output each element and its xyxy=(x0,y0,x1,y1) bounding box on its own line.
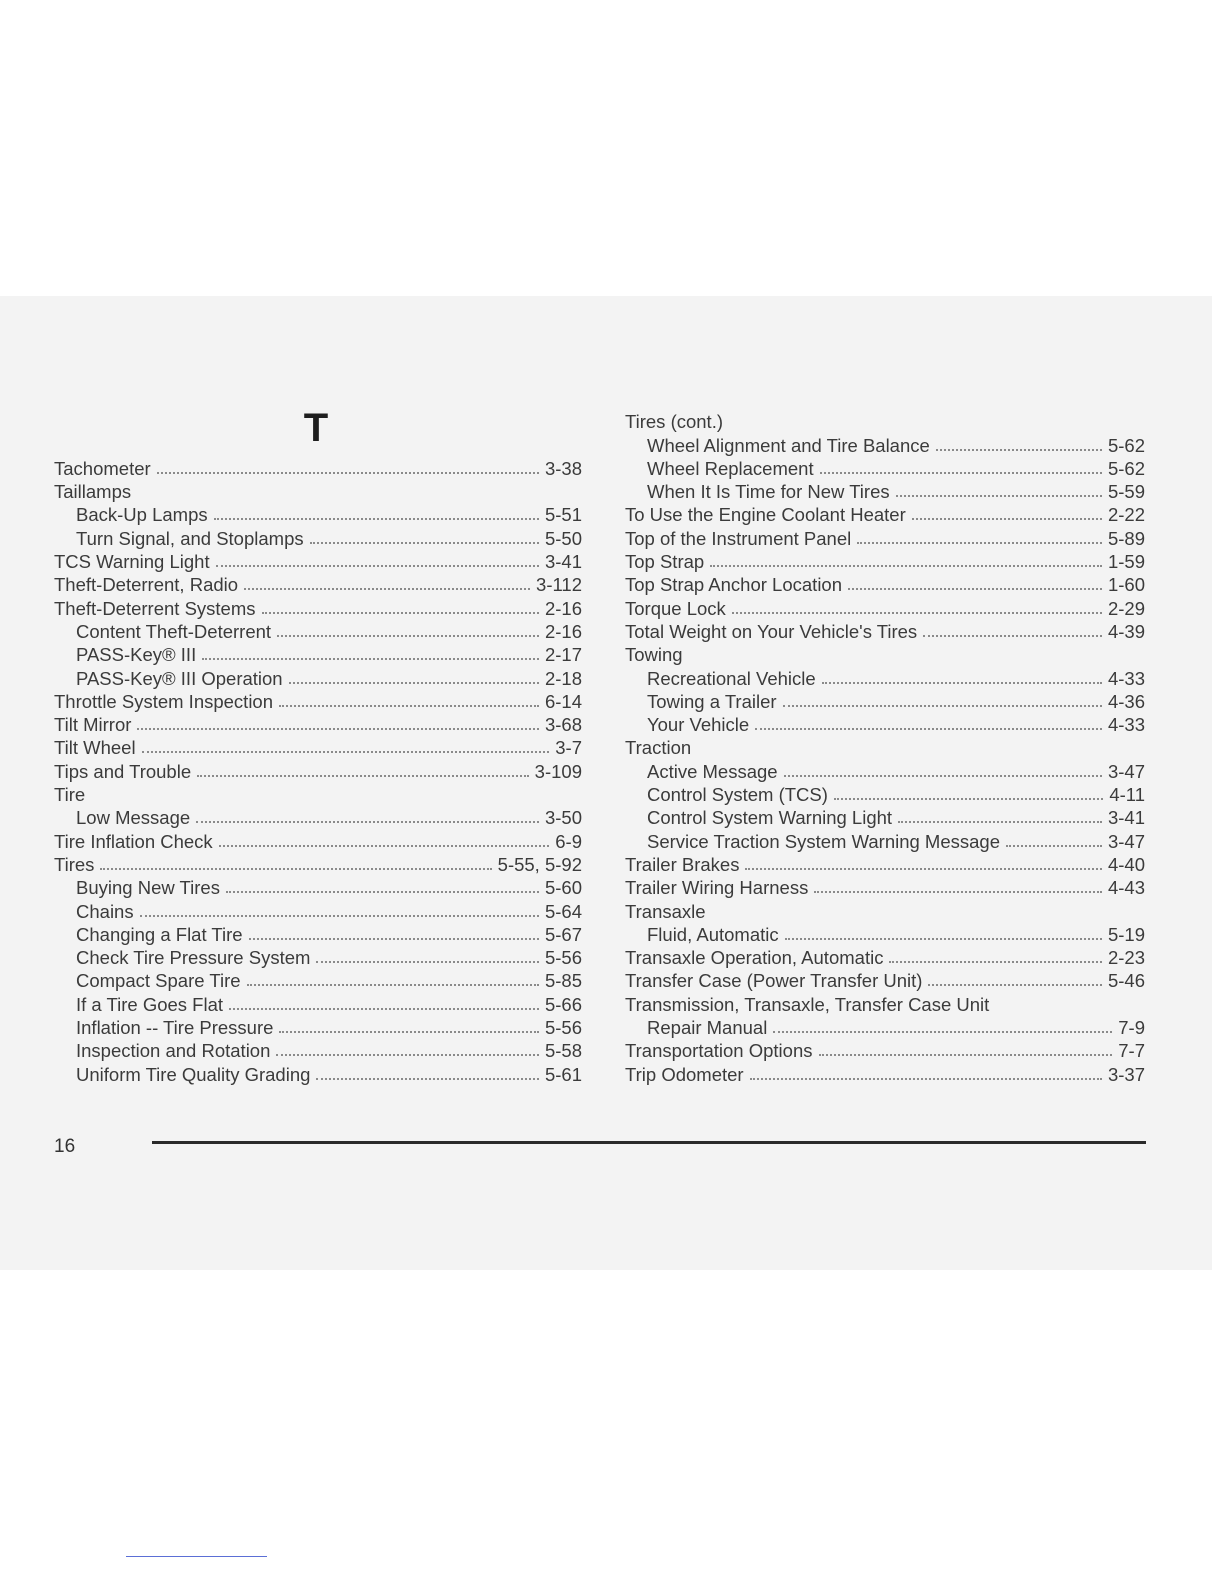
index-entry-page: 3-41 xyxy=(1107,807,1145,829)
index-entry-label: Buying New Tires xyxy=(76,877,220,899)
dot-leader xyxy=(279,1030,539,1033)
dot-leader xyxy=(857,541,1102,544)
dot-leader xyxy=(229,1007,539,1010)
dot-leader xyxy=(912,517,1102,520)
index-entry-page: 2-29 xyxy=(1107,597,1145,619)
dot-leader xyxy=(896,494,1102,497)
index-entry-page: 3-47 xyxy=(1107,760,1145,782)
index-entry xyxy=(625,666,1145,689)
index-entry-page: 5-62 xyxy=(1107,457,1145,479)
index-entry-page: 4-11 xyxy=(1109,784,1145,806)
index-entry xyxy=(54,923,582,946)
index-entry xyxy=(54,480,582,503)
index-entry xyxy=(54,457,582,480)
index-entry-page: 5-56 xyxy=(544,947,582,969)
index-entry-label: Active Message xyxy=(647,760,778,782)
index-entry xyxy=(625,480,1145,503)
index-entry-label: Towing a Trailer xyxy=(647,690,777,712)
dot-leader xyxy=(137,727,539,730)
dot-leader xyxy=(773,1030,1112,1033)
page-number: 16 xyxy=(54,1136,76,1157)
index-entry-page: 2-23 xyxy=(1107,947,1145,969)
index-entry xyxy=(54,853,582,876)
index-entry-label: Wheel Alignment and Tire Balance xyxy=(647,434,930,456)
index-entry-label: Transaxle xyxy=(625,900,706,922)
index-entry-label: Transportation Options xyxy=(625,1040,813,1062)
dot-leader xyxy=(1006,844,1102,847)
dot-leader xyxy=(279,704,539,707)
index-entry-label: Taillamps xyxy=(54,481,132,503)
dot-leader xyxy=(936,448,1102,451)
index-entry-label: Control System (TCS) xyxy=(647,784,828,806)
index-entry-page: 2-16 xyxy=(544,620,582,642)
index-entry xyxy=(625,410,1145,433)
index-entry-label: Towing xyxy=(625,644,683,666)
index-entry-page: 5-66 xyxy=(544,993,582,1015)
dot-leader xyxy=(276,1053,539,1056)
column-spacer xyxy=(54,410,582,457)
index-entry xyxy=(625,899,1145,922)
index-entry xyxy=(625,573,1145,596)
index-entry xyxy=(54,876,582,899)
dot-leader xyxy=(923,634,1102,637)
dot-leader xyxy=(819,1053,1113,1056)
dot-leader xyxy=(848,587,1102,590)
dot-leader xyxy=(755,727,1102,730)
index-entry-label: Tires xyxy=(54,853,95,875)
index-entry-label: Back-Up Lamps xyxy=(76,504,208,526)
dot-leader xyxy=(262,611,539,614)
index-entry xyxy=(625,526,1145,549)
index-entry-label: To Use the Engine Coolant Heater xyxy=(625,504,906,526)
index-entry-page: 5-85 xyxy=(544,970,582,992)
index-entry-page: 5-64 xyxy=(544,900,582,922)
dot-leader xyxy=(202,657,539,660)
index-entry-label: Torque Lock xyxy=(625,597,726,619)
index-entry xyxy=(625,759,1145,782)
index-entry xyxy=(625,1016,1145,1039)
index-entry-page: 3-68 xyxy=(544,714,582,736)
index-entry xyxy=(625,736,1145,759)
index-entry-label: Tips and Trouble xyxy=(54,760,192,782)
dot-leader xyxy=(277,634,539,637)
index-entry-page: 7-7 xyxy=(1118,1040,1145,1062)
dot-leader xyxy=(784,774,1102,777)
dot-leader xyxy=(316,1077,539,1080)
index-entry-label: Throttle System Inspection xyxy=(54,690,274,712)
index-entry-page: 4-33 xyxy=(1107,714,1145,736)
index-entry-label: Trailer Wiring Harness xyxy=(625,877,809,899)
index-entry xyxy=(54,992,582,1015)
index-entry-page: 1-59 xyxy=(1107,551,1145,573)
dot-leader xyxy=(820,471,1102,474)
index-entry xyxy=(54,806,582,829)
dot-leader xyxy=(316,960,539,963)
dot-leader xyxy=(834,797,1103,800)
index-entry xyxy=(625,783,1145,806)
index-entry-label: Tires (cont.) xyxy=(625,411,723,433)
dot-leader xyxy=(289,681,539,684)
index-entry-label: Total Weight on Your Vehicle's Tires xyxy=(625,620,918,642)
dot-leader xyxy=(732,611,1102,614)
index-entry xyxy=(625,503,1145,526)
index-entry xyxy=(625,829,1145,852)
dot-leader xyxy=(140,914,539,917)
index-entry-page: 3-41 xyxy=(544,551,582,573)
index-entry-page: 3-38 xyxy=(544,457,582,479)
index-entry-page: 5-56 xyxy=(544,1017,582,1039)
index-entry xyxy=(625,620,1145,643)
index-entry-page: 3-47 xyxy=(1107,830,1145,852)
index-entry-page: 4-39 xyxy=(1107,620,1145,642)
dot-leader xyxy=(157,471,539,474)
dot-leader xyxy=(226,890,539,893)
index-entry xyxy=(54,759,582,782)
index-entry-page: 4-40 xyxy=(1107,853,1145,875)
index-entry xyxy=(625,923,1145,946)
dot-leader xyxy=(898,820,1102,823)
dot-leader xyxy=(219,844,550,847)
index-entry xyxy=(54,620,582,643)
index-entry xyxy=(625,550,1145,573)
index-entry-page: 2-16 xyxy=(544,597,582,619)
index-entry xyxy=(625,643,1145,666)
index-entry xyxy=(54,713,582,736)
index-entry-page: 5-46 xyxy=(1107,970,1145,992)
index-entry-label: Compact Spare Tire xyxy=(76,970,241,992)
index-entry xyxy=(625,806,1145,829)
index-entry xyxy=(54,829,582,852)
index-entry xyxy=(54,946,582,969)
index-entry-page: 5-58 xyxy=(544,1040,582,1062)
index-entry-label: Repair Manual xyxy=(647,1017,768,1039)
dot-leader xyxy=(142,750,550,753)
index-entry-label: Top of the Instrument Panel xyxy=(625,527,852,549)
index-entry-page: 4-33 xyxy=(1107,667,1145,689)
index-entry-page: 5-62 xyxy=(1107,434,1145,456)
dot-leader xyxy=(750,1077,1102,1080)
index-entry xyxy=(54,550,582,573)
dot-leader xyxy=(745,867,1102,870)
index-entry xyxy=(625,713,1145,736)
index-entry-page: 7-9 xyxy=(1118,1017,1145,1039)
index-entry xyxy=(625,969,1145,992)
index-entry-label: Traction xyxy=(625,737,692,759)
index-entry-page: 6-9 xyxy=(555,830,582,852)
dot-leader xyxy=(822,681,1102,684)
index-entry-label: If a Tire Goes Flat xyxy=(76,993,224,1015)
index-entry-page: 3-7 xyxy=(555,737,582,759)
index-entry-page: 3-37 xyxy=(1107,1063,1145,1085)
index-entry xyxy=(54,969,582,992)
dot-leader xyxy=(785,937,1102,940)
index-entry-label: Check Tire Pressure System xyxy=(76,947,311,969)
index-entry xyxy=(54,1039,582,1062)
link-underline xyxy=(126,1556,267,1557)
index-entry xyxy=(625,1039,1145,1062)
index-column-right xyxy=(625,410,1145,1086)
index-entry-label: Inspection and Rotation xyxy=(76,1040,271,1062)
dot-leader xyxy=(247,983,539,986)
index-entry xyxy=(625,690,1145,713)
dot-leader xyxy=(814,890,1102,893)
index-entry-label: Changing a Flat Tire xyxy=(76,923,243,945)
index-entry xyxy=(625,457,1145,480)
index-entry-label: Trip Odometer xyxy=(625,1063,744,1085)
index-entry-page: 1-60 xyxy=(1107,574,1145,596)
index-entry-label: PASS-Key® III Operation xyxy=(76,667,283,689)
index-entry-label: Fluid, Automatic xyxy=(647,923,779,945)
dot-leader xyxy=(196,820,539,823)
dot-leader xyxy=(244,587,530,590)
index-entry-page: 5-19 xyxy=(1107,923,1145,945)
index-column-left xyxy=(54,410,582,1086)
index-entry xyxy=(54,573,582,596)
index-entry xyxy=(54,783,582,806)
index-entry-page: 2-18 xyxy=(544,667,582,689)
index-entry-page: 6-14 xyxy=(544,690,582,712)
index-entry-label: Chains xyxy=(76,900,134,922)
index-entry xyxy=(54,503,582,526)
index-entry-label: Service Traction System Warning Message xyxy=(647,830,1000,852)
index-entry-page: 5-89 xyxy=(1107,527,1145,549)
index-entry-page: 2-17 xyxy=(544,644,582,666)
index-entry-label: Trailer Brakes xyxy=(625,853,740,875)
index-entry-label: Theft-Deterrent, Radio xyxy=(54,574,239,596)
index-entry-label: Theft-Deterrent Systems xyxy=(54,597,256,619)
dot-leader xyxy=(310,541,539,544)
index-entry-label: Tilt Wheel xyxy=(54,737,136,759)
index-entry-label: PASS-Key® III xyxy=(76,644,197,666)
index-entry xyxy=(625,946,1145,969)
index-entry xyxy=(54,1062,582,1085)
index-entry xyxy=(54,643,582,666)
index-entry-page: 5-61 xyxy=(544,1063,582,1085)
index-entry xyxy=(54,596,582,619)
index-entry-label: Recreational Vehicle xyxy=(647,667,816,689)
section-letter: T xyxy=(303,406,329,450)
index-entry xyxy=(54,690,582,713)
index-entry-page: 3-112 xyxy=(536,574,582,596)
index-entry-label: Inflation -- Tire Pressure xyxy=(76,1017,274,1039)
footer-rule xyxy=(152,1141,1146,1144)
index-entry xyxy=(54,736,582,759)
dot-leader xyxy=(249,937,539,940)
dot-leader xyxy=(214,517,539,520)
index-entry-page: 3-109 xyxy=(534,760,582,782)
index-entry-label: Tachometer xyxy=(54,457,151,479)
dot-leader xyxy=(710,564,1102,567)
dot-leader xyxy=(889,960,1102,963)
index-entry xyxy=(625,992,1145,1015)
index-entry-label: Tire xyxy=(54,784,86,806)
dot-leader xyxy=(783,704,1102,707)
index-entry-page: 5-50 xyxy=(544,527,582,549)
index-entry xyxy=(625,596,1145,619)
index-entry xyxy=(54,899,582,922)
index-entry-label: Transfer Case (Power Transfer Unit) xyxy=(625,970,923,992)
index-entry-page: 5-51 xyxy=(544,504,582,526)
index-entry-page: 5-67 xyxy=(544,923,582,945)
index-entry-label: TCS Warning Light xyxy=(54,551,210,573)
dot-leader xyxy=(197,774,529,777)
dot-leader xyxy=(216,564,539,567)
index-entry xyxy=(625,876,1145,899)
index-entry-label: Tire Inflation Check xyxy=(54,830,213,852)
index-entry-page: 4-43 xyxy=(1107,877,1145,899)
index-entry-label: Uniform Tire Quality Grading xyxy=(76,1063,311,1085)
index-entry-label: Top Strap Anchor Location xyxy=(625,574,843,596)
index-entry-page: 3-50 xyxy=(544,807,582,829)
index-entry-label: Low Message xyxy=(76,807,191,829)
index-entry-page: 5-55, 5-92 xyxy=(497,853,582,875)
index-entry-label: When It Is Time for New Tires xyxy=(647,481,890,503)
index-entry-page: 5-60 xyxy=(544,877,582,899)
index-entry-label: Transaxle Operation, Automatic xyxy=(625,947,884,969)
index-entry-label: Control System Warning Light xyxy=(647,807,893,829)
index-entry-label: Tilt Mirror xyxy=(54,714,132,736)
index-entry-label: Content Theft-Deterrent xyxy=(76,620,272,642)
index-entry xyxy=(54,1016,582,1039)
index-entry-label: Wheel Replacement xyxy=(647,457,814,479)
index-entry-page: 2-22 xyxy=(1107,504,1145,526)
index-entry xyxy=(54,666,582,689)
index-entry-page: 4-36 xyxy=(1107,690,1145,712)
index-entry-label: Turn Signal, and Stoplamps xyxy=(76,527,304,549)
index-entry-label: Your Vehicle xyxy=(647,714,750,736)
index-entry xyxy=(625,853,1145,876)
index-entry xyxy=(625,433,1145,456)
index-entry-label: Transmission, Transaxle, Transfer Case Unit xyxy=(625,993,990,1015)
index-entry-label: Top Strap xyxy=(625,551,705,573)
index-entry-page: 5-59 xyxy=(1107,481,1145,503)
index-entry xyxy=(54,526,582,549)
index-entry xyxy=(625,1062,1145,1085)
dot-leader xyxy=(100,867,491,870)
dot-leader xyxy=(928,983,1102,986)
